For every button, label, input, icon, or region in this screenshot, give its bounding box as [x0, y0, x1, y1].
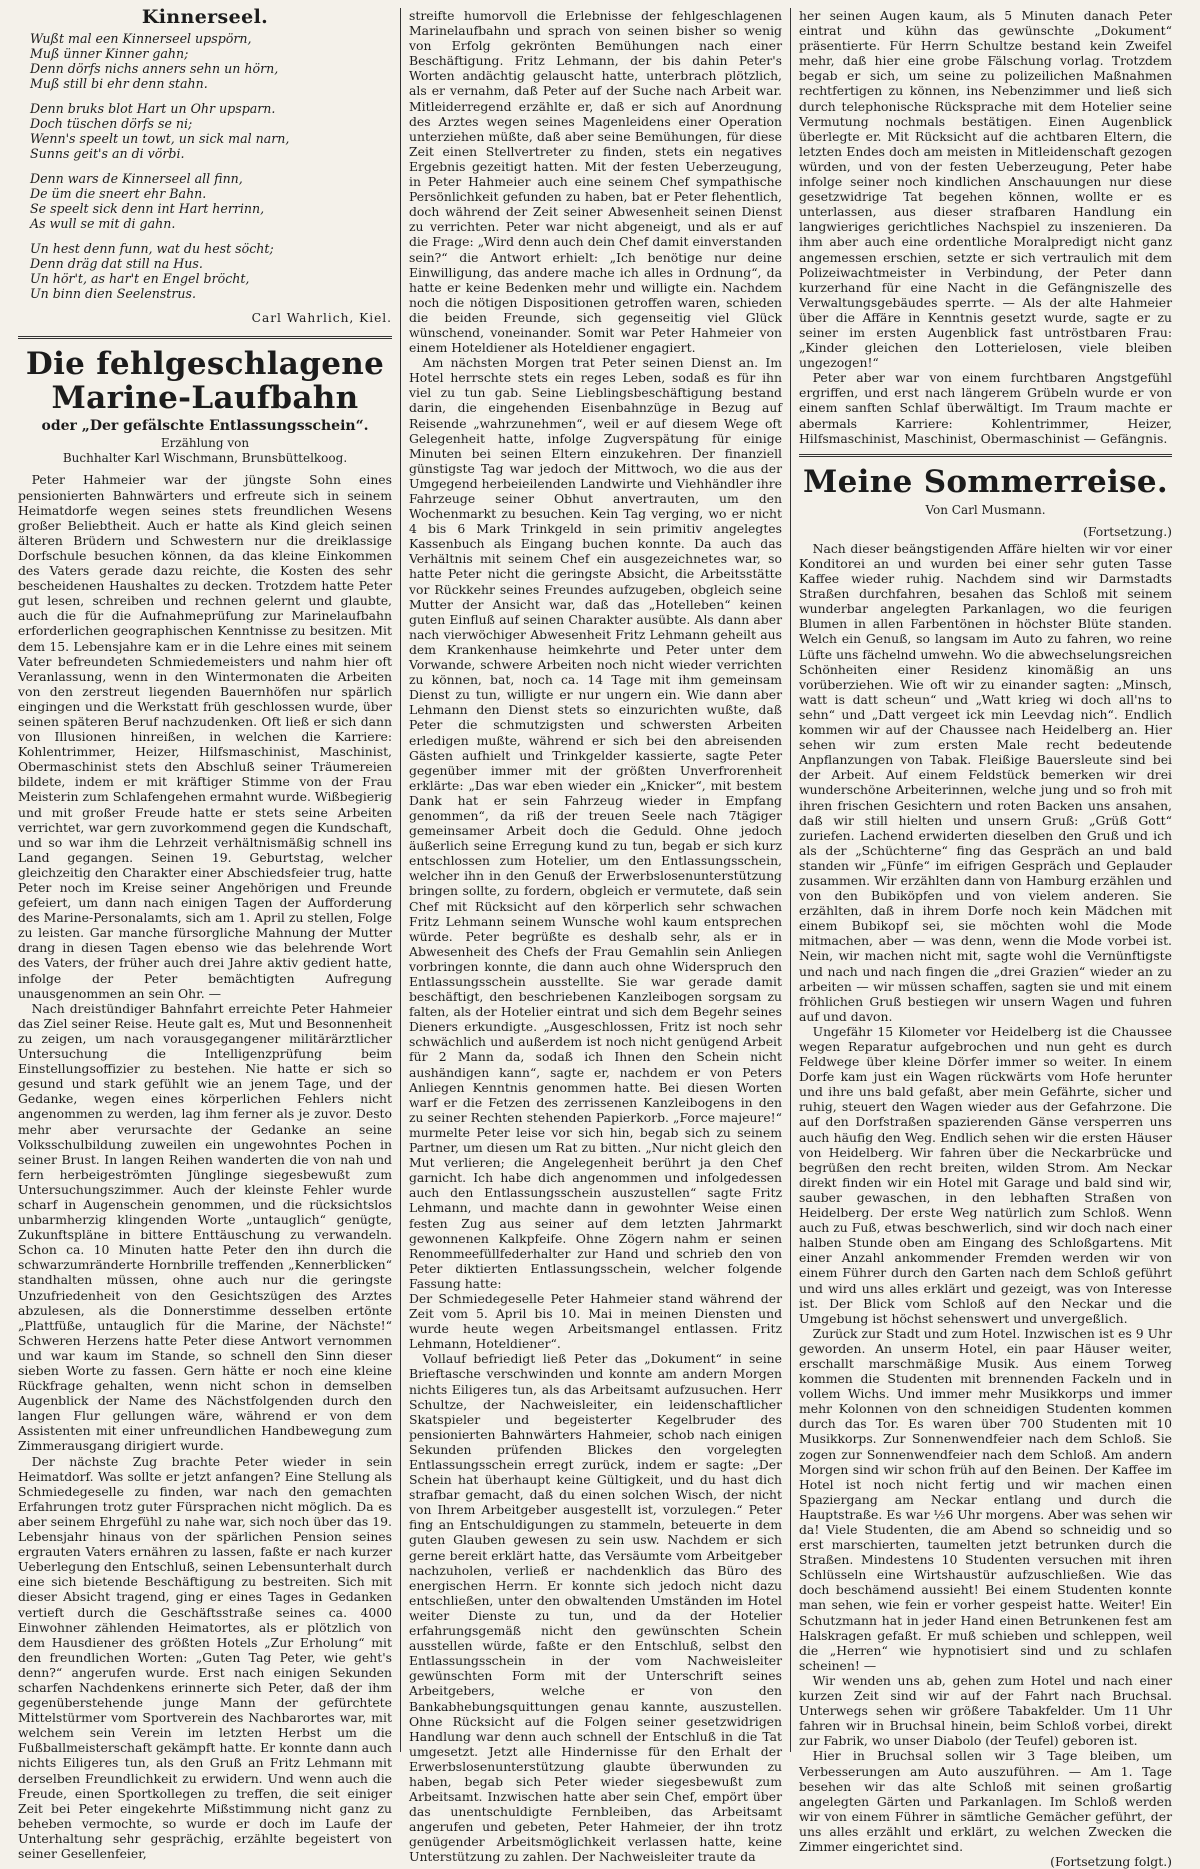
- poem-stanza: [30, 241, 392, 301]
- story-byline: Von Carl Musmann.: [925, 502, 1046, 517]
- story-title: Die fehlgeschlagene Marine-Laufbahn: [25, 346, 385, 417]
- continuation-note: (Fortsetzung.): [1083, 523, 1172, 539]
- paragraph: Am nächsten Morgen trat Peter seinen Dienst an. Im Hotel herrschte stets ein reges Leben, sodaß es für ihn viel zu tun gab. Seine Lieblingsbeschäftigung bestand darin, die eingehenden Eisenbahnzüge in Bezug auf Reisende „wahrzunehmen“, weil er auf diesem Wege oft Gelegenheit hatte, infolge Zugverspätung für einige Minuten bei seinen Eltern einzukehren. Der finanziell günstigste Tag war jedoch der Mittwoch, wo die aus der Umgegend herbeieilenden Landwirte und Viehhändler ihre Fahrzeuge seiner Obhut anvertrauten, um den Wochenmarkt zu besuchen. Kein Tag verging, wo er nicht 4 bis 6 Mark Trinkgeld in sein primitiv angelegtes Kassenbuch als Eingang buchen konnte. Da auch das Verhältnis mit seinem Chef ein ausgezeichnetes war, so hatte Peter nicht die geringste Absicht, die Arbeitsstätte vor Rückkehr seines Freundes aufzugeben, obgleich seine Mutter der Ansicht war, daß das „Hotelleben“ keinen guten Einfluß auf seinen Charakter ausübte. Als dann aber nach vierwöchiger Abwesenheit Fritz Lehmann geheilt aus dem Krankenhause heimkehrte und Peter unter dem Vorwande, schwere Arbeiten noch nicht wieder verrichten zu können, bat, noch ca. 14 Tage mit ihm gemeinsam Dienst zu tun, willigte er nur ungern ein. Wie dann aber Lehmann den Dienst stets so einzurichten wußte, daß Peter die schmutzigsten und schwersten Arbeiten erledigen mußte, während er sich bei den abreisenden Gästen aufhielt und Trinkgelder kassierte, sagte Peter gegenüber immer mit der größten Unverfrorenheit erklärte: „Das war eben wieder ein „Knicker“, mit bestem Dank hat er sein Fahrzeug wieder in Empfang genommen“, da riß der treuen Seele nach 7tägiger gemeinsamer Arbeit doch die Geduld. Ohne jedoch äußerlich seine Erregung kund zu tun, begab er sich kurz entschlossen zum Hotelier, um den Entlassungsschein, welcher ihn in den Genuß der Erwerbslosenunterstützung bringen sollte, zu fordern, obgleich er vermutete, daß sein Chef mit Rücksicht auf den körperlich sehr schwachen Fritz Lehmann seinem Wunsche wohl kaum entsprechen würde. Peter begrüßte es deshalb sehr, als er in Abwesenheit des Chefs der Frau Gemahlin sein Anliegen vorbringen konnte, die dann auch ohne Widerspruch den Entlassungsschein ausstellte. Sie war gerade damit beschäftigt, den beschriebenen Kanzleibogen sorgsam zu falten, als der Hotelier eintrat und sich dem Begehr seines Dieners erkundigte. „Ausgeschlossen, Fritz ist noch sehr schwächlich und außerdem ist noch nicht genügend Arbeit für 2 Mann da, sodaß ich Ihnen den Schein nicht aushändigen kann“, sagte er, nachdem er von Peters Anliegen Kenntnis genommen hatte. Bei diesen Worten warf er die Fetzen des zerrissenen Kanzleibogens in den zu seiner Rechten stehenden Papierkorb. „Force majeure!“ murmelte Peter leise vor sich hin, begab sich zu seinem Partner, um diesen um Rat zu bitten. „Nur nicht gleich den Mut verlieren; die Angelegenheit berührt ja den Chef garnicht. Ich habe dich angenommen und infolgedessen auch den Entlassungsschein auszustellen“ sagte Fritz Lehmann, und machte dann in gewohnter Weise einen festen Zug aus seiner auf dem letzten Jahrmarkt gewonnenen Kalkpfeife. Ohne Zögern nahm er seinen Renommeefüllfederhalter zur Hand und schrieb den von Peter diktierten Entlassungsschein, welcher folgende Fassung hatte:: [409, 355, 782, 1291]
- story-genre: Erzählung von: [160, 436, 250, 451]
- paragraph: streifte humorvoll die Erlebnisse der fehlgeschlagenen Marinelaufbahn und sprach von seinen bisher so wenig von Erfolg gekrönten Bemühungen nach einer Beschäftigung. Fritz Lehmann, der bis dahin Peter's Worten andächtig gelauscht hatte, unterbrach plötzlich, als er vernahm, daß Peter auf der Suche nach Arbeit war. Mitleiderregend erzählte er, daß er sich auf Anordnung des Arztes wegen seines Magenleidens einer Operation unterziehen müßte, daß aber seine Bemühungen, für diese Zeit einen Stellvertreter zu finden, stets ein negatives Ergebnis gezeitigt hatten. Mit der festen Ueberzeugung, in Peter Hahmeier auch eine seinem Chef sympathische Persönlichkeit gefunden zu haben, bat er Peter flehentlich, doch während der Zeit seiner Abwesenheit seinen Dienst zu verrichten. Peter war nicht abgeneigt, und als er auf die Frage: „Wird denn auch dein Chef damit einverstanden sein?“ die Antwort erhielt: „Ich benötige nur deine Einwilligung, das andere mache ich alles in Ordnung“, da hatte er keine Bedenken mehr und willigte ein. Nachdem noch die nötigen Dispositionen getroffen waren, schieden die beiden Freunde, sich gegenseitig viel Glück wünschend, voneinander. Somit war Peter Hahmeier von einem Hoteldiener als Hoteldiener engagiert.: [409, 8, 782, 356]
- poem-line: De üm die sneert ehr Bahn.: [30, 186, 207, 202]
- poem-line: Se speelt sick denn int Hart herrinn,: [30, 201, 265, 217]
- poem-line: Doch tüschen dörfs se ni;: [30, 116, 193, 132]
- paragraph: Hier in Bruchsal sollen wir 3 Tage bleiben, um Verbesserungen am Auto auszuführen. — Am 1. Tage besehen wir das alte Schloß mit seinen großartig angelegten Gärten und Parkanlagen. Im Schloß werden wir von einem Führer in sämtliche Gemächer geführt, der uns alles erzählt und erklärt, zu welchen Zwecken die Zimmer eingerichtet sind.: [799, 1748, 1172, 1854]
- paragraph: Wir wenden uns ab, gehen zum Hotel und nach einer kurzen Zeit sind wir auf der Fahrt nach Bruchsal. Unterwegs sehen wir größere Tabakfelder. Um 11 Uhr fahren wir in Bruchsal hinein, beim Schloß vorbei, direkt zur Fabrik, wo unser Diabolo (der Teufel) geboren ist.: [799, 1672, 1172, 1749]
- section-divider: [799, 454, 1172, 457]
- poem-author: Carl Wahrlich, Kiel.: [251, 311, 392, 326]
- poem-line: Un binn dien Seelenstrus.: [30, 286, 196, 302]
- section-divider: [18, 336, 392, 339]
- poem-stanza: [30, 31, 392, 91]
- poem-line: Denn dörfs nichs anners sehn un hörn,: [30, 61, 279, 77]
- poem-line: Un hest denn funn, wat du hest söcht;: [30, 241, 274, 257]
- poem-body: [30, 31, 392, 301]
- column-3: [790, 8, 1180, 1869]
- poem-line: Wußt mal een Kinnerseel upspörn,: [30, 31, 252, 47]
- poem-line: Un hör't, as har't en Engel bröcht,: [30, 271, 250, 287]
- poem-line: Muß still bi ehr denn stahn.: [30, 76, 208, 92]
- poem-line: Wenn's speelt un towt, un sick mal narn,: [30, 131, 290, 147]
- paragraph: Nach dreistündiger Bahnfahrt erreichte Peter Hahmeier das Ziel seiner Reise. Heute galt es, Mut und Besonnenheit zu zeigen, um nach vorausgegangener militärärztlicher Untersuchung die Intelligenzprüfung beim Einstellungsoffizier zu bestehen. Nie hatte er sich so gesund und stark gefühlt wie an jenem Tage, und der Gedanke, wegen eines körperlichen Fehlers nicht angenommen zu werden, lag ihm ferner als je zuvor. Desto mehr aber verursachte der Gedanke an seine Volksschulbildung zuweilen ein ungewohntes Pochen in seiner Brust. In langen Reihen wanderten die von nah und fern herbeigeströmten Jünglinge siegesbewußt zum Untersuchungszimmer. Auch der kleinste Fehler wurde scharf in Augenschein genommen, und die rücksichtslos unbarmherzig klingenden Worte „untauglich“ genügte, Zukunftspläne in bittere Enttäuschung zu verwandeln. Schon ca. 10 Minuten hatte Peter den ihn durch die schwarzumränderte Hornbrille treffenden „Kennerblicken“ standhalten müssen, ohne auch nur die geringste Unzufriedenheit von den Gesichtszügen des Arztes abzulesen, als die Donnerstimme desselben ertönte „Plattfüße, untauglich für die Marine, der Nächste!“ Schweren Herzens hatte Peter diese Antwort vernommen und war kaum im Stande, so schnell den Sinn dieser sieben Worte zu fassen. Gern hätte er noch eine kleine Rückfrage gehalten, wenn nicht schon in demselben Augenblick der Name des Nächstfolgenden durch den langen Flur gellungen wäre, während er von dem Assistenten mit einer unfreundlichen Handbewegung zum Zimmerausgang dirigiert wurde.: [18, 1000, 392, 1454]
- poem-stanza: [30, 171, 392, 231]
- story-subtitle: oder „Der gefälschte Entlassungsschein“.: [41, 418, 369, 435]
- poem-line: Denn wars de Kinnerseel all finn,: [30, 171, 243, 187]
- dismissal-certificate-quote: Der Schmiedegeselle Peter Hahmeier stand während der Zeit vom 5. April bis 10. Mai in meinen Diensten und wurde heute wegen Arbeitsmangel entlassen. Fritz Lehmann, Hoteldiener“.: [409, 1290, 782, 1352]
- poem-line: Denn dräg dat still na Hus.: [30, 256, 203, 272]
- paragraph: Vollauf befriedigt ließ Peter das „Dokument“ in seine Brieftasche verschwinden und konnte am andern Morgen nichts Eiligeres tun, als das Arbeitsamt aufzusuchen. Herr Schultze, der Nachweisleiter, ein leidenschaftlicher Skatspieler und begeisterter Kegelbruder des pensionierten Bahnwärters Hahmeier, schob nach einigen Sekunden prüfenden Blickes den vorgelegten Entlassungsschein erregt zurück, indem er sagte: „Der Schein hat überhaupt keine Gültigkeit, und du hast dich strafbar gemacht, daß du einen solchen Wisch, der nicht von Ihrem Arbeitgeber ausgestellt ist, vorzulegen.“ Peter fing an Entschuldigungen zu stammeln, beteuerte in dem guten Glauben gewesen zu sein usw. Nachdem er sich gerne bereit erklärt hatte, das Versäumte vom Arbeitgeber nachzuholen, verließ er nachdenklich das Büro des energischen Herrn. Er konnte sich jedoch nicht dazu entschließen, unter den obwaltenden Umständen im Hotel weiter Dienste zu tun, und da der Hotelier erfahrungsgemäß nicht den gewünschten Schein ausstellen würde, faßte er den Entschluß, selbst den Entlassungsschein in der vom Nachweisleiter gewünschten Form mit der Unterschrift seines Arbeitgebers, welche er von den Bankabhebungsquittungen genau kannte, auszustellen. Ohne Rücksicht auf die Folgen seiner gesetzwidrigen Handlung war denn auch schnell der Entschluß in die Tat umgesetzt. Jetzt alle Hindernisse für den Erhalt der Erwerbslosenunterstützung glaubte überwunden zu haben, begab sich Peter wieder siegesbewußt zum Arbeitsamt. Inzwischen hatte aber sein Chef, empört über das unentschuldigte Fernbleiben, das Arbeitsamt angerufen und gebeten, Peter Hahmeier, der ihn trotz genügender Arbeitsmöglichkeit verlassen hatte, keine Unterstützung zu zahlen. Der Nachweisleiter traute da: [409, 1351, 782, 1865]
- paragraph: Zurück zur Stadt und zum Hotel. Inzwischen ist es 9 Uhr geworden. An unserm Hotel, ein paar Häuser weiter, erschallt marschmäßige Musik. Aus einem Torweg kommen die Studenten mit brennenden Fackeln und in vollem Wichs. Und immer mehr Musikkorps und immer mehr Kolonnen von den schneidigen Studenten kommen durch das Tor. Es waren über 700 Studenten mit 10 Musikkorps. Zur Sonnenwendfeier nach dem Schloß. Sie zogen zur Sonnenwendfeier nach dem Schloß. Am andern Morgen sind wir schon früh auf den Beinen. Der Kaffee im Hotel ist noch nicht fertig und wir machen einen Spaziergang am Neckar entlang und durch die Hauptstraße. Es war ½6 Uhr morgens. Aber was sehen wir da! Viele Studenten, die am Abend so schneidig und so erst marschierten, taumelten jetzt betrunken durch die Straßen. Mindestens 10 Studenten versuchen mit ihren Schlüsseln eine Wirtshaustür aufzuschließen. Wie das doch beschämend aussieht! Bei einem Studenten konnte man sehen, wie fein er vorher gespeist hatte. Weiter! Ein Schutzmann hat in jeder Hand einen Betrunkenen fest am Halskragen gefaßt. Er muß schieben und schleppen, weil die „Herren“ wie hypnotisiert sind und zu schlafen scheinen! —: [799, 1325, 1172, 1673]
- poem-line: Sunns geit's an di vörbi.: [30, 146, 185, 162]
- story-title: Meine Sommerreise.: [803, 463, 1168, 500]
- poem-stanza: [30, 101, 392, 161]
- paragraph: Ungefähr 15 Kilometer vor Heidelberg ist die Chaussee wegen Reparatur aufgebrochen und nun geht es durch Feldwege über kleine Dörfer immer so weiter. In einem Dorfe kam just ein Wagen rückwärts vom Hofe herunter und ihre uns bald gefaßt, aber mein Gefährte, sicher und ruhig, steuert den Wagen wieder aus der Gefahrzone. Die auf den Dorfstraßen spazierenden Gänse versperren uns auch häufig den Weg. Endlich sehen wir die ersten Häuser von Heidelberg. Wir fahren über die Neckarbrücke und begrüßen den recht breiten, wilden Strom. Am Neckar direkt finden wir ein Hotel mit Garage und bald sind wir, sauber gewaschen, in den lebhaften Straßen von Heidelberg. Der erste Weg natürlich zum Schloß. Wenn auch zu Fuß, etwas beschwerlich, sind wir doch nach einer halben Stunde oben am Eingang des Schloßgartens. Mit einer Anzahl ankommender Fremden werden wir von einem Führer durch den Garten nach dem Schloß geführt und wird uns alles erklärt und gezeigt, was von Interesse ist. Der Blick vom Schloß auf den Neckar und die Umgebung ist höchst sehenswert und unvergeßlich.: [799, 1023, 1172, 1326]
- paragraph: Peter aber war von einem furchtbaren Angstgefühl ergriffen, und erst nach längerem Grübeln wurde er von einem sanften Schlaf überwältigt. Im Traum machte er abermals Karriere: Kohlentrimmer, Heizer, Hilfsmaschinist, Maschinist, Obermaschinist — Gefängnis.: [799, 370, 1172, 446]
- poem-line: Denn bruks blot Hart un Ohr upsparn.: [30, 101, 276, 117]
- paragraph: her seinen Augen kaum, als 5 Minuten danach Peter eintrat und kühn das gewünschte „Dokument“ präsentierte. Für Herrn Schultze bestand kein Zweifel mehr, daß hier eine grobe Fälschung vorlag. Trotzdem begab er sich, um seine zu polizeilichen Maßnahmen rechtfertigen zu können, ins Nebenzimmer und ließ sich durch telephonische Rücksprache mit dem Hotelier seine Vermutung nochmals bestätigen. Einen Augenblick überlegte er. Mit Rücksicht auf die achtbaren Eltern, die letzten Endes doch am meisten in Mitleidenschaft gezogen würden, und von der festen Ueberzeugung, Peter habe infolge seiner noch kindlichen Anschauungen nur diese gesetzwidrige Tat begehen können, wollte er es unterlassen, aus dieser strafbaren Handlung ein langwieriges gerichtliches Nachspiel zu inszenieren. Da ihm aber auch eine ordentliche Moralpredigt nicht ganz angemessen erschien, setzte er sich vertraulich mit dem Polizeiwachtmeister in Verbindung, der Peter dann kurzerhand für eine Nacht in die Gefängniszelle des Verwaltungsgebäudes sperrte. — Als der alte Hahmeier über die Affäre in Kenntnis gesetzt wurde, sagte er zu seiner im ersten Augenblick fast untröstbaren Frau: „Kinder gleichen den Lotterielosen, viele bleiben ungezogen!“: [799, 8, 1172, 371]
- paragraph: Peter Hahmeier war der jüngste Sohn eines pensionierten Bahnwärters und erfreute sich in seinem Heimatdorfe wegen seines stets freundlichen Wesens großer Beliebtheit. Auch er hatte als Kind gleich seinen älteren Brüdern und Schwestern nur die dreiklassige Dorfschule besuchen können, da das kleine Einkommen des Vaters gerade dazu reichte, die Kosten des sehr bescheidenen Haushaltes zu decken. Trotzdem hatte Peter gut lesen, schreiben und rechnen gelernt und glaubte, auch die für die Aufnahmeprüfung zur Marinelaufbahn erforderlichen geographischen Kenntnisse zu besitzen. Mit dem 15. Lebensjahre kam er in die Lehre eines mit seinem Vater befreundeten Schmiedemeisters und nahm hier oft Veranlassung, wenn in den Wintermonaten die Arbeiten von den zerstreut liegenden Bauernhöfen nur spärlich eingingen und die Werkstatt früh geschlossen wurde, über seinen späteren Beruf nachzudenken. Oft ließ er sich dann von Illusionen hinreißen, in welchen die Karriere: Kohlentrimmer, Heizer, Hilfsmaschinist, Maschinist, Obermaschinist stets den Abschluß seiner Träumereien bildete, indem er mit kräftiger Stimme von der Frau Meisterin zum Schlafengehen ermahnt wurde. Wißbegierig und mit großer Freude hatte er stets seine Arbeiten verrichtet, war gern zuvorkommend gegen die Kundschaft, und so war ihm die Lehrzeit verhältnismäßig schnell ins Land gegangen. Seinen 19. Geburtstag, welcher gleichzeitig den Charakter einer Abschiedsfeier trug, hatte Peter noch im Kreise seiner Angehörigen und Freunde gefeiert, um dann nach einigen Tagen der Aufforderung des Marine-Personalamts, sich am 1. April zu stellen, Folge zu leisten. Gar manche fürsorgliche Mahnung der Mutter drang in diesen Tagen ebenso wie das belehrende Wort des Vaters, der früher auch drei Jahre aktiv gedient hatte, infolge der Peter bemächtigten Aufregung unausgenommen an sein Ohr. —: [18, 472, 392, 1001]
- story-byline: Buchhalter Karl Wischmann, Brunsbüttelkoog.: [62, 451, 348, 466]
- to-be-continued-note: (Fortsetzung folgt.): [1050, 1854, 1172, 1869]
- column-1: [10, 6, 400, 1861]
- column-2: [400, 8, 790, 1865]
- poem-line: As wull se mit di gahn.: [30, 216, 176, 232]
- poem-title: Kinnerseel.: [141, 6, 269, 28]
- paragraph: Nach dieser beängstigenden Affäre hielten wir vor einer Konditorei an und wurden bei einer sehr guten Tasse Kaffee wieder ruhig. Nachdem sind wir Darmstadts Straßen durchfahren, besahen das Schloß mit seinem wunderbar angelegten Parkanlagen, wo die feurigen Blumen in allen Farbentönen in höchster Blüte standen. Welch ein Genuß, so langsam im Auto zu fahren, wo reine Lüfte uns fächelnd umwehn. Wo die abwechselungsreichen Schönheiten einer Residenz kinomäßig an uns vorüberziehen. Wie oft wir zu einander sagten: „Minsch, watt is datt scheun“ und „Watt krieg wi doch all'ns to sehn“ und „Datt vergeet ick min Leevdag nich“. Endlich kommen wir auf der Chaussee nach Heidelberg an. Hier sehen wir zum ersten Male recht bedeutende Anpflanzungen von Tabak. Fleißige Bauersleute sind bei der Arbeit. Auf einem Feldstück bemerken wir drei wunderschöne Arbeiterinnen, welche jung und so froh mit ihren frischen Gesichtern und roten Backen uns ansahen, daß wir still hielten und unsern Gruß: „Grüß Gott“ zuriefen. Lachend erwiderten dieselben den Gruß und ich als der „Schüchterne“ fing das Gespräch an und bald standen wir „Fünfe“ im eifrigen Gespräch und Geplauder zusammen. Wir erzählten dann von Hamburg erzählen und von den Bubiköpfen und von vielem anderen. Sie erzählten, daß in ihrem Dorfe noch kein Mädchen mit einem Bubikopf sei, sie möchten wohl die Mode mitmachen, aber — was denn, wenn die Mode vorbei ist. Nein, wir machen nicht mit, sagte wohl die Vernünftigste und nach und nach fingen die „drei Grazien“ wieder an zu arbeiten — wir müssen schaffen, sagten sie und mit einem fröhlichen Gruß bestiegen wir unsern Wagen und fuhren auf und davon.: [799, 540, 1172, 1024]
- paragraph: Der nächste Zug brachte Peter wieder in sein Heimatdorf. Was sollte er jetzt anfangen? Eine Stellung als Schmiedegeselle zu finden, war nach den gemachten Erfahrungen trotz guter Fürsprachen nicht möglich. Da es aber seinem Ehrgefühl zu nahe war, sich noch über das 19. Lebensjahr hinaus von der spärlichen Pension seines ergrauten Vaters ernähren zu lassen, faßte er nach kurzer Ueberlegung den Entschluß, seinen Lebensunterhalt durch eine sich bietende Beschäftigung zu bestreiten. Sich mit dieser Absicht tragend, ging er eines Tages in Gedanken vertieft durch die Geschäftsstraße seines ca. 4000 Einwohner zählenden Heimatortes, als er plötzlich von dem Hausdiener des größten Hotels „Zur Erholung“ mit den freundlichen Worten: „Guten Tag Peter, wie geht's denn?“ angerufen wurde. Erst nach einigen Sekunden scharfen Nachdenkens erinnerte sich Peter, daß der ihm gegenüberstehende junge Mann der gefürchtete Mittelstürmer vom Sportverein des Nachbarortes war, mit welchem sein Verein im letzten Herbst um die Fußballmeisterschaft gekämpft hatte. Er konnte dann auch nichts Eiligeres tun, als den Gruß an Fritz Lehmann mit derselben Freundlichkeit zu erwidern. Und wenn auch die Freude, einen Sportkollegen zu treffen, die seit einiger Zeit bei Peter eingekehrte Mißstimmung nicht ganz zu beheben vermochte, so wurde er doch im Laufe der Unterhaltung sehr gesprächig, erzählte begeistert von seiner Gesellenfeier,: [18, 1453, 392, 1861]
- poem-line: Muß ünner Kinner gahn;: [30, 46, 189, 62]
